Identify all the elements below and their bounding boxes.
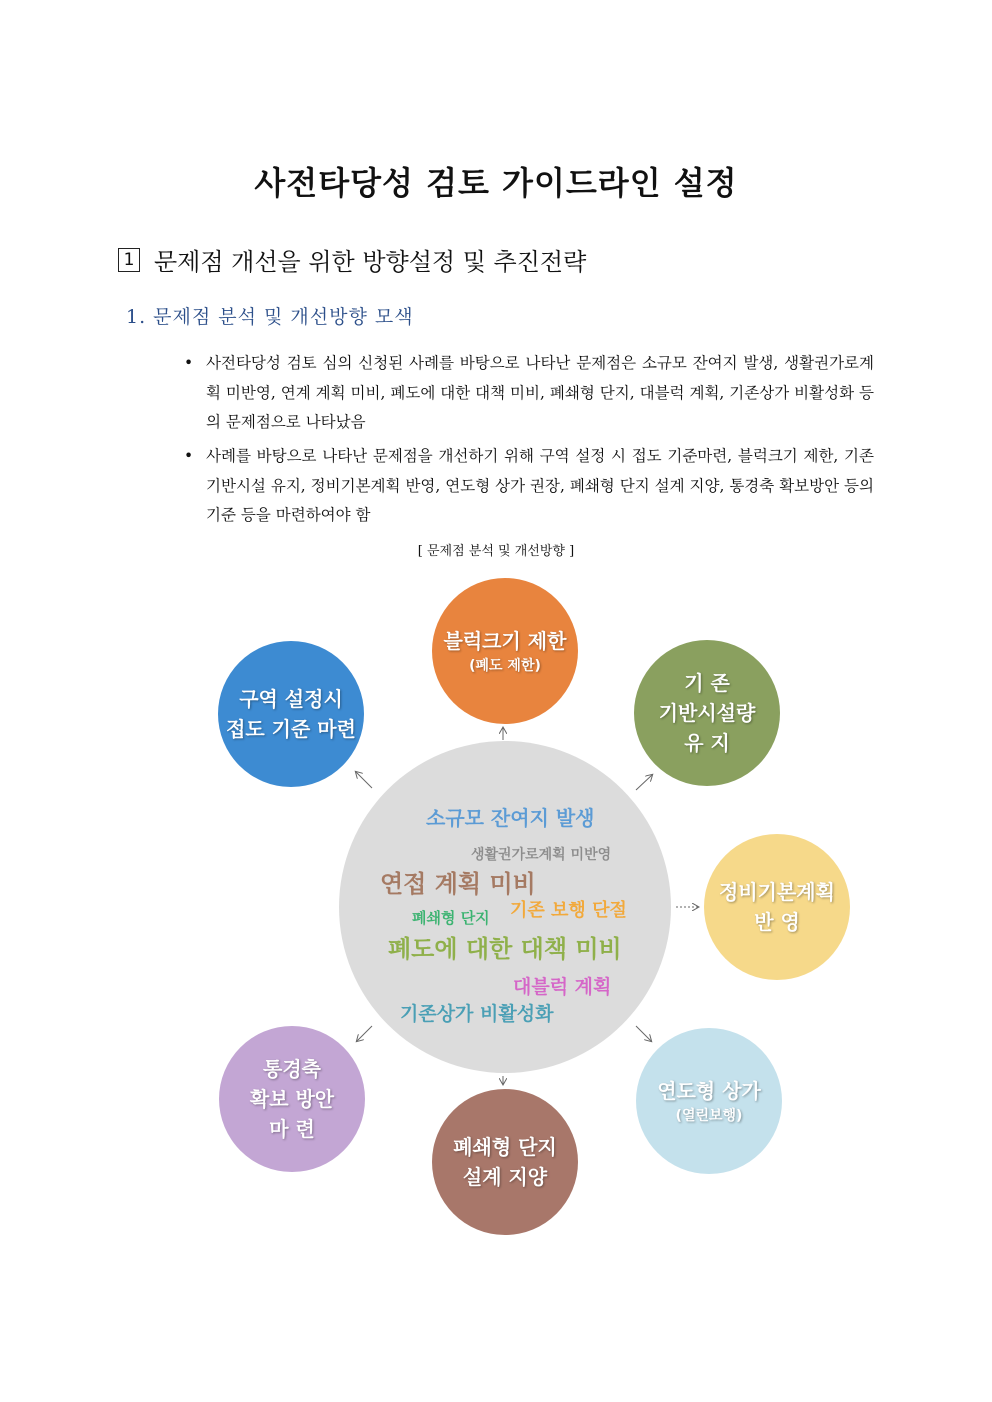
circle-label: 구역 설정시 (239, 687, 343, 711)
keyword-abandoned-road: 폐도에 대한 대책 미비 (388, 935, 622, 963)
circle-sublabel: (열린보행) (675, 1108, 743, 1124)
circle-label: 확보 방안 (249, 1087, 335, 1111)
keyword-adjacent-plan: 연접 계획 미비 (380, 870, 536, 898)
figure-caption: [ 문제점 분석 및 개선방향 ] (417, 544, 575, 559)
keyword-large-block: 대블럭 계획 (513, 976, 612, 998)
bullet-dot: • (184, 354, 194, 372)
keyword-walk-cut: 기존 보행 단절 (510, 900, 627, 921)
keyword-small-remainder: 소규모 잔여지 발생 (426, 806, 595, 830)
circle-block-size-limit (432, 578, 578, 724)
circle-label: 정비기본계획 (719, 880, 835, 904)
circle-master-plan (704, 834, 850, 980)
circle-label: 접도 기준 마련 (226, 717, 356, 741)
circle-label: 기 존 (684, 671, 730, 695)
circle-zone-access (218, 641, 364, 787)
circle-label: 반 영 (754, 910, 800, 934)
page-title: 사전타당성 검토 가이드라인 설정 (254, 164, 738, 202)
circle-closed-complex (432, 1089, 578, 1235)
arrow-down-right (636, 1026, 651, 1041)
arrow-up-left (356, 772, 372, 788)
keyword-closed-complex: 폐쇄형 단지 (412, 909, 490, 927)
circle-label: 폐쇄형 단지 (453, 1135, 557, 1159)
bullet-text: 사례를 바탕으로 나타난 문제점을 개선하기 위해 구역 설정 시 접도 기준마련, 블럭크기 제한, 기존 기반시설 유지, 정비기본계획 반영, 연도형 상가 권장, 폐쇄형 단지 설계 지양, 통경축 확보방안 등의 기준 등을 마련하여야 함 (206, 447, 874, 524)
arrow-down-left (357, 1026, 372, 1041)
circle-label: 블럭크기 제한 (443, 629, 567, 653)
section-number-box: 1 (118, 248, 140, 272)
subsection-heading: 1. 문제점 분석 및 개선방향 모색 (126, 306, 414, 328)
circle-label: 설계 지양 (462, 1165, 548, 1189)
circle-label: 기반시설량 (658, 701, 756, 725)
circle-label: 마 련 (269, 1117, 315, 1141)
keyword-street-plan: 생활권가로계획 미반영 (471, 847, 612, 863)
circle-roadside-shop (636, 1028, 782, 1174)
arrow-up-right (636, 775, 652, 790)
circle-label: 연도형 상가 (657, 1079, 761, 1103)
bullet-dot: • (184, 447, 194, 465)
circle-label: 통경축 (263, 1057, 321, 1081)
bullet-text: 사전타당성 검토 심의 신청된 사례를 바탕으로 나타난 문제점은 소규모 잔여지 발생, 생활권가로계획 미반영, 연계 계획 미비, 폐도에 대한 대책 미비, 폐쇄형 단지, 대블럭 계획, 기존상가 비활성화 등의 문제점으로 나타났음 (206, 354, 874, 431)
circle-view-corridor (219, 1026, 365, 1172)
keyword-shop-inactive: 기존상가 비활성화 (400, 1003, 554, 1025)
circle-infrastructure-keep (634, 640, 780, 786)
circle-label: 유 지 (684, 731, 730, 755)
section-heading-text: 문제점 개선을 위한 방향설정 및 추진전략 (154, 248, 587, 276)
circle-sublabel: (폐도 제한) (469, 658, 541, 674)
